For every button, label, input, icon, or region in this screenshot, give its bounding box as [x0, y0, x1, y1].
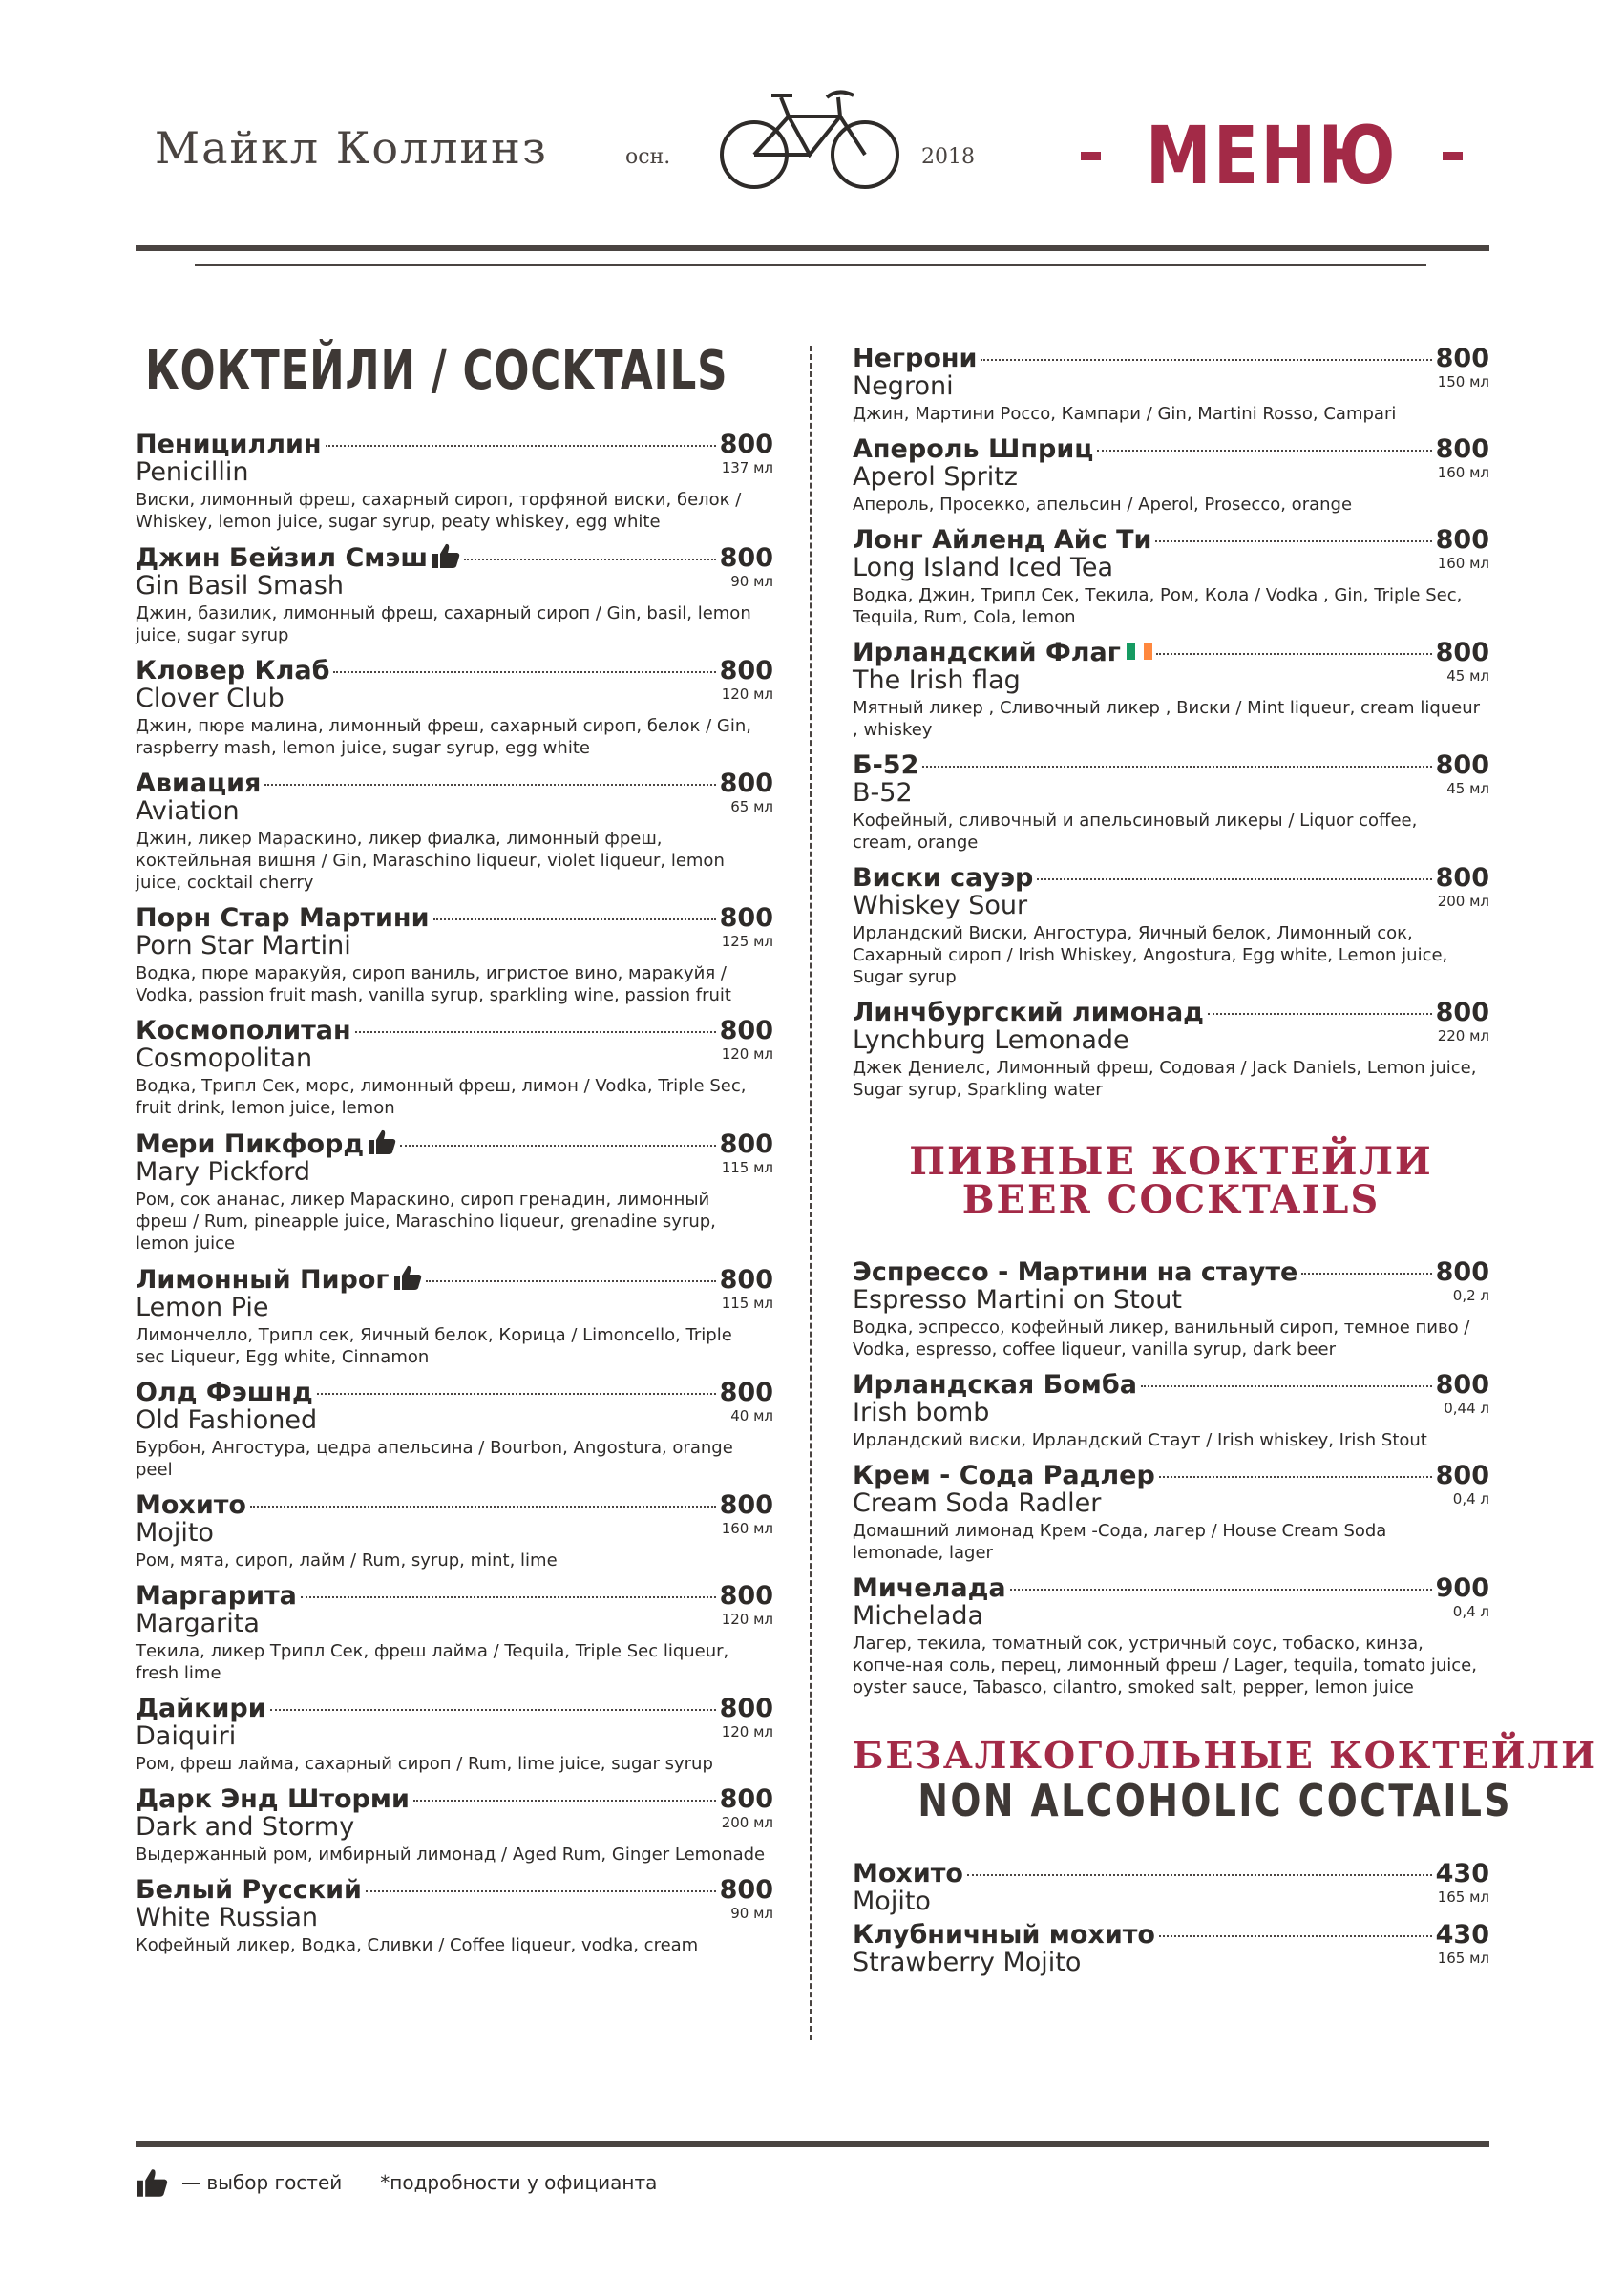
- item-name: Кловер Клаб: [136, 656, 330, 686]
- cocktails-column-right: [853, 344, 1598, 1987]
- item-price: 800: [719, 430, 773, 459]
- item-description: Водка, Трипл Сек, морс, лимонный фреш, лимон / Vodka, Triple Sec, fruit drink, lemon juice, lemon: [136, 1076, 747, 1118]
- menu-item: [136, 430, 773, 533]
- dot-leader: [317, 1393, 716, 1395]
- dot-leader: [270, 1709, 716, 1711]
- item-price: 430: [1435, 1859, 1489, 1888]
- menu-item: [136, 903, 773, 1006]
- title-dash-right: [1443, 152, 1463, 160]
- title-dash-left: [1081, 152, 1101, 160]
- item-name-en: Mojito: [853, 1887, 931, 1916]
- dot-leader: [1156, 653, 1432, 655]
- dot-leader: [1301, 1273, 1431, 1275]
- item-name: Пенициллин: [136, 430, 322, 459]
- item-name: Мохито: [853, 1859, 963, 1888]
- item-price: 800: [1435, 434, 1489, 464]
- item-name: Дайкири: [136, 1694, 266, 1723]
- item-volume: 90 мл: [730, 573, 773, 590]
- menu-item: [136, 1784, 773, 1866]
- dot-leader: [413, 1800, 716, 1802]
- item-name-en: Cream Soda Radler: [853, 1488, 1102, 1518]
- footer-rule: [136, 2141, 1489, 2147]
- item-description: Ром, мята, сироп, лайм / Rum, syrup, mint, lime: [136, 1550, 558, 1571]
- menu-item: [853, 750, 1489, 854]
- item-name: Негрони: [853, 344, 978, 373]
- item-name: Ирландская Бомба: [853, 1370, 1137, 1400]
- menu-item: [136, 1378, 773, 1481]
- menu-item: [853, 1370, 1489, 1451]
- thumbs-up-icon: [432, 542, 460, 569]
- item-name-text: Джин Бейзил Смэш: [136, 543, 429, 573]
- dot-leader: [333, 671, 715, 673]
- item-name-en: Daiquiri: [136, 1721, 237, 1751]
- dot-leader: [464, 559, 716, 560]
- dot-leader: [355, 1031, 716, 1033]
- menu-item: [136, 769, 773, 894]
- item-name-en: Mary Pickford: [136, 1157, 310, 1187]
- item-volume: 160 мл: [1437, 555, 1489, 572]
- item-name-en: Lynchburg Lemonade: [853, 1025, 1129, 1055]
- item-volume: 150 мл: [1437, 373, 1489, 390]
- menu-item: [853, 525, 1489, 628]
- item-description: Мятный ликер , Сливочный ликер , Виски / Mint liqueur, cream liqueur , whiskey: [853, 698, 1481, 740]
- item-volume: 40 мл: [730, 1407, 773, 1424]
- item-description: Лагер, текила, томатный сок, устричный соус, тобаско, кинза, копче-ная соль, перец, лимонный фреш / Lager, tequila, tomato juice, oyster sauce, Tabasco, cilantro, smoked salt, pepper, lemon juice: [853, 1634, 1477, 1698]
- non-alcoholic-heading: [853, 1734, 1598, 1826]
- irish-flag-icon: [1127, 643, 1152, 660]
- item-price: 800: [719, 903, 773, 933]
- item-price: 800: [1435, 344, 1489, 373]
- item-description: Джин, пюре малина, лимонный фреш, сахарный сироп, белок / Gin, raspberry mash, lemon juice, sugar syrup, egg white: [136, 716, 751, 758]
- cocktails-heading: [136, 323, 773, 418]
- brand-name: Майкл Коллинз: [155, 122, 548, 174]
- menu-item: [853, 344, 1489, 425]
- item-volume: 200 мл: [1437, 893, 1489, 910]
- item-price: 800: [719, 1490, 773, 1520]
- menu-item: [136, 542, 773, 646]
- item-description: Ром, сок ананас, ликер Мараскино, сироп гренадин, лимонный фреш / Rum, pineapple juice, Maraschino liqueur, grenadine syrup, lemon juice: [136, 1190, 716, 1254]
- item-price: 800: [719, 656, 773, 686]
- item-description: Джин, Мартини Россо, Кампари / Gin, Martini Rosso, Campari: [853, 404, 1397, 424]
- item-price: 800: [719, 1129, 773, 1159]
- item-name: Дарк Энд Шторми: [136, 1784, 410, 1814]
- item-price: 800: [719, 1016, 773, 1045]
- item-name: Б-52: [853, 750, 919, 780]
- dot-leader: [1208, 1013, 1432, 1015]
- item-description: Ирландский виски, Ирландский Стаут / Irish whiskey, Irish Stout: [853, 1430, 1427, 1450]
- item-volume: 0,4 л: [1452, 1603, 1489, 1620]
- menu-item: [853, 1920, 1489, 1977]
- item-price: 800: [1435, 750, 1489, 780]
- bicycle-icon: [714, 78, 905, 193]
- cocktails-title: КОКТЕЙЛИ / COCKTAILS: [145, 339, 728, 402]
- dot-leader: [1010, 1589, 1432, 1591]
- menu-item: [853, 638, 1489, 741]
- menu-item: [136, 1490, 773, 1571]
- menu-title: [1081, 103, 1463, 208]
- dot-leader: [967, 1874, 1432, 1876]
- item-description: Виски, лимонный фреш, сахарный сироп, торфяной виски, белок / Whiskey, lemon juice, sugar syrup, peaty whiskey, egg white: [136, 490, 742, 532]
- waiter-note: *подробности у официанта: [380, 2171, 658, 2194]
- dot-leader: [301, 1596, 716, 1598]
- footer: [136, 2167, 657, 2198]
- item-name: Виски сауэр: [853, 863, 1034, 893]
- cocktails-column-left: [136, 323, 773, 1966]
- item-name: Лонг Айленд Айс Ти: [853, 525, 1152, 555]
- item-price: 800: [719, 1784, 773, 1814]
- item-name-text: Мери Пикфорд: [136, 1129, 365, 1159]
- item-volume: 0,4 л: [1452, 1490, 1489, 1508]
- item-name-en: Dark and Stormy: [136, 1812, 355, 1842]
- item-name-en: Porn Star Martini: [136, 931, 351, 960]
- item-price: 800: [719, 1581, 773, 1611]
- dot-leader: [1037, 878, 1431, 880]
- thumbs-up-icon: [393, 1264, 422, 1291]
- item-volume: 220 мл: [1437, 1027, 1489, 1044]
- item-name-text: Лимонный Пирог: [136, 1265, 390, 1295]
- item-description: Лимончелло, Трипл сек, Яичный белок, Корица / Limoncello, Triple sec Liqueur, Egg white, Cinnamon: [136, 1325, 732, 1367]
- item-volume: 0,2 л: [1452, 1287, 1489, 1304]
- menu-item: [853, 863, 1489, 988]
- dot-leader: [366, 1890, 716, 1892]
- thumbs-up-icon: [136, 2167, 168, 2198]
- item-volume: 0,44 л: [1444, 1400, 1489, 1417]
- item-volume: 120 мл: [721, 1045, 773, 1063]
- item-volume: 115 мл: [721, 1295, 773, 1312]
- item-description: Ирландский Виски, Ангостура, Яичный белок, Лимонный сок, Сахарный сироп / Irish Whiskey, Angostura, Egg white, Lemon juice, Sugar syrup: [853, 923, 1448, 987]
- item-name: Олд Фэшнд: [136, 1378, 313, 1407]
- guest-choice-legend: — выбор гостей: [181, 2171, 343, 2194]
- item-volume: 200 мл: [721, 1814, 773, 1831]
- dot-leader: [326, 445, 716, 447]
- dot-leader: [426, 1280, 716, 1282]
- item-name: Крем - Сода Радлер: [853, 1461, 1155, 1490]
- dot-leader: [250, 1506, 716, 1508]
- item-volume: 165 мл: [1437, 1888, 1489, 1906]
- item-name-en: Aviation: [136, 796, 240, 826]
- menu-item: [136, 1875, 773, 1956]
- item-price: 430: [1435, 1920, 1489, 1950]
- item-name: Порн Стар Мартини: [136, 903, 430, 933]
- item-volume: 115 мл: [721, 1159, 773, 1176]
- item-volume: 160 мл: [721, 1520, 773, 1537]
- item-volume: 90 мл: [730, 1905, 773, 1922]
- item-volume: 120 мл: [721, 686, 773, 703]
- dot-leader: [1097, 450, 1431, 452]
- dot-leader: [433, 918, 716, 920]
- item-price: 800: [719, 1378, 773, 1407]
- item-description: Кофейный ликер, Водка, Сливки / Coffee liqueur, vodka, cream: [136, 1935, 699, 1955]
- item-name-en: Michelada: [853, 1601, 984, 1631]
- item-description: Бурбон, Ангостура, цедра апельсина / Bourbon, Angostura, orange peel: [136, 1438, 733, 1480]
- menu-title-text: МЕНЮ: [1146, 109, 1398, 202]
- menu-item: [853, 1257, 1489, 1360]
- dot-leader: [400, 1145, 715, 1147]
- item-description: Водка, эспрессо, кофейный ликер, ванильный сироп, темное пиво / Vodka, espresso, coffee liqueur, vanilla syrup, dark beer: [853, 1318, 1470, 1360]
- item-name-en: Margarita: [136, 1609, 260, 1638]
- item-name: Маргарита: [136, 1581, 297, 1611]
- item-price: 800: [719, 1694, 773, 1723]
- item-volume: 45 мл: [1446, 667, 1489, 685]
- item-description: Выдержанный ром, имбирный лимонад / Aged Rum, Ginger Lemonade: [136, 1845, 766, 1865]
- menu-item: [853, 1573, 1489, 1698]
- header-rule-thin: [195, 264, 1426, 266]
- item-description: Кофейный, сливочный и апельсиновый ликеры / Liquor coffee, cream, orange: [853, 811, 1418, 853]
- dot-leader: [1159, 1935, 1432, 1937]
- beer-cocktails-heading: [853, 1139, 1489, 1222]
- item-name: Авиация: [136, 769, 262, 798]
- item-description: Водка, Джин, Трипл Сек, Текила, Ром, Кола / Vodka , Gin, Triple Sec, Tequila, Rum, Cola, lemon: [853, 585, 1463, 627]
- dot-leader: [1141, 1385, 1432, 1387]
- item-name-en: Aperol Spritz: [853, 462, 1018, 492]
- item-name-en: White Russian: [136, 1903, 319, 1932]
- item-name: [136, 542, 460, 573]
- item-name: Мохито: [136, 1490, 246, 1520]
- item-name: Белый Русский: [136, 1875, 362, 1905]
- item-price: 800: [1435, 525, 1489, 555]
- menu-item: [853, 434, 1489, 516]
- established-label: осн.: [625, 145, 671, 169]
- item-description: Джин, базилик, лимонный фреш, сахарный сироп / Gin, basil, lemon juice, sugar syrup: [136, 603, 751, 645]
- menu-item: [136, 1016, 773, 1119]
- item-description: Апероль, Просекко, апельсин / Aperol, Prosecco, orange: [853, 495, 1353, 515]
- dot-leader: [264, 784, 715, 786]
- menu-item: [136, 656, 773, 759]
- item-price: 800: [1435, 1257, 1489, 1287]
- dot-leader: [981, 359, 1431, 361]
- menu-item: [136, 1264, 773, 1368]
- item-name: Апероль Шприц: [853, 434, 1094, 464]
- item-name-en: The Irish flag: [853, 665, 1021, 695]
- item-name: Клубничный мохито: [853, 1920, 1155, 1950]
- established-year: 2018: [921, 145, 975, 169]
- dot-leader: [1155, 540, 1431, 542]
- item-price: 800: [719, 1265, 773, 1295]
- item-price: 800: [719, 543, 773, 573]
- item-description: Водка, пюре маракуйя, сироп ваниль, игристое вино, маракуйя / Vodka, passion fruit mash, vanilla syrup, sparkling wine, passion fruit: [136, 963, 731, 1005]
- item-name-en: Gin Basil Smash: [136, 571, 345, 601]
- item-name-en: Old Fashioned: [136, 1405, 318, 1435]
- non-alcoholic-title-ru: БЕЗАЛКОГОЛЬНЫЕ КОКТЕЙЛИ: [853, 1734, 1598, 1777]
- item-name-en: Negroni: [853, 371, 954, 401]
- menu-item: [136, 1694, 773, 1775]
- menu-item: [853, 1461, 1489, 1564]
- item-volume: 137 мл: [721, 459, 773, 476]
- item-name: Космополитан: [136, 1016, 351, 1045]
- item-price: 800: [1435, 1461, 1489, 1490]
- non-alcoholic-title-en: NON ALCOHOLIC COCTAILS: [917, 1775, 1512, 1826]
- menu-item: [853, 1859, 1489, 1916]
- item-price: 800: [1435, 638, 1489, 667]
- item-volume: 120 мл: [721, 1723, 773, 1740]
- item-name-en: Espresso Martini on Stout: [853, 1285, 1183, 1315]
- item-name: Линчбургский лимонад: [853, 998, 1204, 1027]
- item-name-en: Cosmopolitan: [136, 1044, 313, 1073]
- menu-item: [136, 1581, 773, 1684]
- item-volume: 165 мл: [1437, 1950, 1489, 1967]
- item-price: 800: [719, 1875, 773, 1905]
- item-name-en: Whiskey Sour: [853, 891, 1028, 920]
- item-volume: 65 мл: [730, 798, 773, 815]
- item-price: 800: [1435, 1370, 1489, 1400]
- item-price: 800: [1435, 998, 1489, 1027]
- menu-item: [853, 998, 1489, 1101]
- item-name-en: Penicillin: [136, 457, 249, 487]
- item-volume: 45 мл: [1446, 780, 1489, 797]
- item-name: Мичелада: [853, 1573, 1006, 1603]
- item-name-text: Ирландский Флаг: [853, 638, 1121, 667]
- item-volume: 120 мл: [721, 1611, 773, 1628]
- item-price: 900: [1435, 1573, 1489, 1603]
- thumbs-up-icon: [368, 1128, 396, 1155]
- dot-leader: [1159, 1476, 1432, 1478]
- item-description: Текила, ликер Трипл Сек, фреш лайма / Tequila, Triple Sec liqueur, fresh lime: [136, 1641, 729, 1683]
- item-description: Джин, ликер Мараскино, ликер фиалка, лимонный фреш, коктейльная вишня / Gin, Maraschino liqueur, violet liqueur, lemon juice, cocktail cherry: [136, 829, 725, 893]
- beer-cocktails-title-en: BEER COCKTAILS: [961, 1177, 1381, 1222]
- column-divider: [810, 346, 812, 2040]
- item-name: [853, 638, 1152, 667]
- item-name-en: Mojito: [136, 1518, 214, 1548]
- item-description: Домашний лимонад Крем -Сода, лагер / House Cream Soda lemonade, lager: [853, 1521, 1387, 1563]
- item-name-en: Irish bomb: [853, 1398, 990, 1427]
- item-name-en: Lemon Pie: [136, 1293, 269, 1322]
- item-price: 800: [1435, 863, 1489, 893]
- item-name-en: Strawberry Mojito: [853, 1948, 1082, 1977]
- item-volume: 160 мл: [1437, 464, 1489, 481]
- item-name-en: Long Island Iced Tea: [853, 553, 1114, 582]
- item-name-en: B-52: [853, 778, 913, 808]
- item-name: [136, 1264, 422, 1295]
- beer-cocktails-title-ru: ПИВНЫЕ КОКТЕЙЛИ: [909, 1139, 1433, 1184]
- item-description: Ром, фреш лайма, сахарный сироп / Rum, lime juice, sugar syrup: [136, 1754, 713, 1774]
- item-volume: 125 мл: [721, 933, 773, 950]
- menu-item: [136, 1128, 773, 1255]
- dot-leader: [922, 766, 1431, 768]
- item-name: Эспрессо - Мартини на стауте: [853, 1257, 1298, 1287]
- item-description: Джек Дениелс, Лимонный фреш, Содовая / Jack Daniels, Lemon juice, Sugar syrup, Sparkling water: [853, 1058, 1477, 1100]
- header-rule: [136, 245, 1489, 251]
- item-name-en: Clover Club: [136, 684, 285, 713]
- item-name: [136, 1128, 396, 1159]
- item-price: 800: [719, 769, 773, 798]
